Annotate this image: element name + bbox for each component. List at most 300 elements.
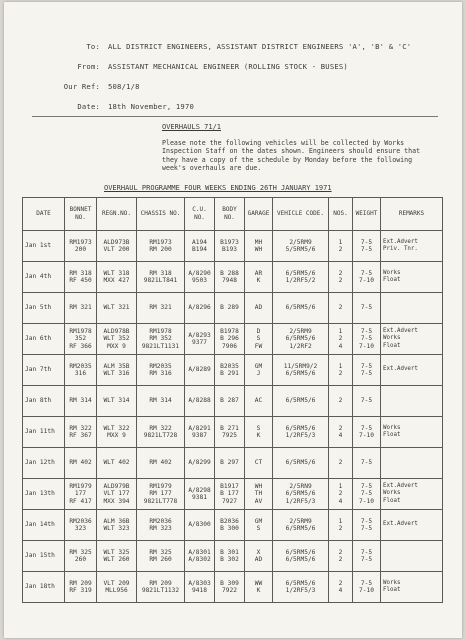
regn-line: ALD979B — [103, 483, 130, 491]
date-cell: Jan 7th — [23, 355, 65, 386]
code-line: 1/2RF5/3 — [285, 432, 316, 439]
nos-line: 2 — [338, 556, 343, 563]
remarks-cell — [381, 417, 443, 448]
nos-line: 2 — [338, 335, 343, 343]
code-cell — [273, 262, 329, 293]
bonnet-line: RM 325 — [69, 548, 92, 556]
code-line: 6/5RM5/6 — [285, 556, 316, 563]
nos-line: 4 — [338, 587, 343, 594]
regn-line: MXX 9 — [107, 432, 126, 439]
garage-line: S — [256, 424, 261, 432]
garage-line: WH — [254, 483, 263, 491]
body-line: 7927 — [222, 497, 237, 505]
body-line: 7925 — [222, 432, 237, 439]
nos-line: 4 — [338, 497, 343, 505]
code-line: 6/5RM5/6 — [285, 548, 316, 556]
remarks-line: Works — [383, 424, 401, 431]
cu-cell — [185, 231, 215, 262]
table-row — [23, 355, 443, 386]
bonnet-line: RM2036 — [69, 517, 92, 525]
body-cell — [215, 262, 245, 293]
weight-cell — [353, 262, 381, 293]
garage-cell — [245, 293, 273, 324]
regn-line: MXX 9 — [107, 342, 126, 350]
weight-line: 7-5 — [360, 370, 373, 377]
body-line: B 291 — [220, 370, 239, 377]
cu-line: B194 — [192, 246, 207, 253]
code-line: 6/5RM5/6 — [285, 459, 316, 467]
code-cell — [273, 572, 329, 603]
body-line: 7922 — [222, 587, 237, 594]
regn-line: VLT 200 — [103, 246, 130, 253]
garage-line: AC — [254, 397, 263, 405]
code-line: 6/5RM5/6 — [285, 269, 316, 277]
nos-cell — [329, 572, 353, 603]
bonnet-cell — [65, 448, 97, 479]
body-cell — [215, 231, 245, 262]
regn-cell — [97, 355, 137, 386]
weight-line: 7-5 — [360, 459, 373, 467]
bonnet-line: RF 367 — [69, 432, 92, 439]
cu-line: 9377 — [192, 339, 207, 346]
bonnet-line: RM 321 — [69, 304, 92, 312]
remarks-line: Float — [383, 587, 401, 593]
remarks-cell — [381, 572, 443, 603]
cu-line: A/8293 — [188, 331, 211, 339]
code-line: 1/2RF5/3 — [285, 497, 316, 505]
chassis-cell — [137, 448, 185, 479]
garage-cell — [245, 417, 273, 448]
code-line: 6/5RM5/6 — [285, 397, 316, 405]
code-line: 6/5RM5/6 — [285, 304, 316, 312]
code-line: 11/5RM9/2 — [283, 362, 318, 370]
table-row — [23, 386, 443, 417]
remarks-line: Ext.Advert — [383, 328, 418, 335]
cu-line: 9418 — [192, 587, 207, 594]
chassis-line: 9821LT841 — [143, 277, 178, 284]
weight-line: 7-5 — [360, 424, 373, 432]
chassis-line: RM2036 — [149, 517, 172, 525]
regn-cell — [97, 572, 137, 603]
code-cell — [273, 386, 329, 417]
remarks-line: Ext.Advert — [383, 521, 418, 528]
nos-cell — [329, 510, 353, 541]
remarks-line: Ext.Advert — [383, 238, 418, 245]
garage-line: MH — [254, 238, 263, 246]
chassis-line: RM1978 — [149, 328, 172, 336]
to-label: To: — [86, 42, 100, 51]
nos-line: 2 — [338, 304, 343, 312]
regn-line: WLT 402 — [103, 459, 130, 467]
nos-cell — [329, 293, 353, 324]
weight-line: 7-5 — [360, 246, 373, 253]
regn-line: MXX 394 — [103, 497, 130, 505]
regn-cell — [97, 448, 137, 479]
code-cell — [273, 448, 329, 479]
regn-cell — [97, 541, 137, 572]
cu-line: A/8288 — [188, 397, 211, 405]
weight-line: 7-5 — [360, 397, 373, 405]
chassis-cell — [137, 417, 185, 448]
nos-cell — [329, 479, 353, 510]
regn-line: MXX 427 — [103, 277, 130, 284]
weight-cell — [353, 541, 381, 572]
programme-title: OVERHAUL PROGRAMME FOUR WEEKS ENDING 26TH JANUARY 1971 — [104, 184, 332, 192]
cu-line: A/8301 — [188, 548, 211, 556]
code-cell — [273, 479, 329, 510]
garage-line: WW — [254, 579, 263, 587]
bonnet-cell — [65, 479, 97, 510]
cu-line: A/8302 — [188, 556, 211, 563]
column-header: GARAGE — [245, 198, 273, 231]
code-line: 1/2RF2 — [289, 342, 312, 350]
remarks-line: Works — [383, 269, 401, 276]
chassis-cell — [137, 541, 185, 572]
chassis-line: 9821LT1131 — [141, 342, 180, 350]
chassis-cell — [137, 262, 185, 293]
weight-line: 7-10 — [359, 587, 374, 594]
nos-cell — [329, 355, 353, 386]
garage-line: CT — [254, 459, 263, 467]
cu-line: A/8290 — [188, 269, 211, 277]
table-body — [23, 231, 443, 603]
body-cell — [215, 293, 245, 324]
nos-cell — [329, 262, 353, 293]
date-cell: Jan 11th — [23, 417, 65, 448]
table-row — [23, 448, 443, 479]
bonnet-line: RM 209 — [69, 579, 92, 587]
remarks-line: Float — [383, 432, 401, 438]
code-line: 1/2RF5/3 — [285, 587, 316, 594]
garage-cell — [245, 510, 273, 541]
nos-cell — [329, 541, 353, 572]
nos-line: 2 — [338, 490, 343, 498]
code-cell — [273, 293, 329, 324]
nos-line: 2 — [338, 459, 343, 467]
column-header: DATE — [23, 198, 65, 231]
body-line: B 287 — [220, 397, 239, 405]
bonnet-line: 200 — [74, 246, 87, 253]
cu-cell — [185, 448, 215, 479]
bonnet-line: RM1979 — [69, 483, 92, 491]
bonnet-line: 177 — [74, 490, 87, 498]
to-value: ALL DISTRICT ENGINEERS, ASSISTANT DISTRICT ENGINEERS 'A', 'B' & 'C' — [108, 42, 412, 51]
table-row — [23, 417, 443, 448]
chassis-line: RM2035 — [149, 362, 172, 370]
regn-line: ALM 36B — [103, 517, 130, 525]
bonnet-cell — [65, 355, 97, 386]
table-row — [23, 293, 443, 324]
cu-line: 9381 — [192, 494, 207, 501]
remarks-cell — [381, 386, 443, 417]
garage-line: K — [256, 587, 261, 594]
header-rule — [32, 116, 438, 117]
chassis-cell — [137, 293, 185, 324]
nos-line: 2 — [338, 277, 343, 284]
nos-line: 1 — [338, 238, 343, 246]
date-cell: Jan 5th — [23, 293, 65, 324]
weight-line: 7-10 — [359, 497, 374, 505]
weight-cell — [353, 293, 381, 324]
bonnet-line: 260 — [74, 556, 87, 563]
garage-cell — [245, 541, 273, 572]
date-cell: Jan 6th — [23, 324, 65, 355]
body-line: 7948 — [222, 277, 237, 284]
weight-cell — [353, 324, 381, 355]
code-cell — [273, 231, 329, 262]
chassis-line: 9821LT1132 — [141, 587, 180, 594]
table-header-row — [23, 198, 443, 231]
code-cell — [273, 510, 329, 541]
weight-cell — [353, 479, 381, 510]
body-cell — [215, 417, 245, 448]
table-row — [23, 231, 443, 262]
regn-cell — [97, 479, 137, 510]
chassis-line: RM 316 — [149, 370, 172, 377]
bonnet-line: RM1973 — [69, 238, 92, 246]
instruction-paragraph: Please note the following vehicles will be collected by Works Inspection Staff on the dates shown. Engineers should ensure that they have a copy of the schedule by Monday before the following week's overhauls are due. — [162, 139, 421, 173]
remarks-cell — [381, 479, 443, 510]
garage-line: WH — [254, 246, 263, 253]
weight-cell — [353, 231, 381, 262]
garage-cell — [245, 355, 273, 386]
body-cell — [215, 572, 245, 603]
bonnet-line: RF 366 — [69, 342, 92, 350]
bonnet-cell — [65, 386, 97, 417]
remarks-line: Works — [383, 335, 401, 342]
body-line: B1973 — [220, 238, 239, 246]
chassis-cell — [137, 355, 185, 386]
bonnet-line: RM 402 — [69, 459, 92, 467]
remarks-line: Float — [383, 342, 401, 349]
weight-cell — [353, 448, 381, 479]
body-cell — [215, 479, 245, 510]
regn-line: ALD978B — [103, 328, 130, 336]
garage-line: S — [256, 525, 261, 532]
body-cell — [215, 510, 245, 541]
regn-cell — [97, 293, 137, 324]
body-cell — [215, 386, 245, 417]
code-line: 2/5RM9 — [289, 238, 312, 246]
nos-line: 2 — [338, 397, 343, 405]
regn-line: ALD973B — [103, 238, 130, 246]
cu-line: 9503 — [192, 277, 207, 284]
remarks-cell — [381, 324, 443, 355]
weight-line: 7-5 — [360, 269, 373, 277]
garage-line: FW — [254, 342, 263, 350]
cu-line: A/8300 — [188, 521, 211, 529]
cu-line: A/8296 — [188, 304, 211, 312]
body-cell — [215, 324, 245, 355]
body-cell — [215, 541, 245, 572]
cu-cell — [185, 510, 215, 541]
weight-cell — [353, 386, 381, 417]
regn-cell — [97, 231, 137, 262]
column-header: BODY NO. — [215, 198, 245, 231]
remarks-line: Ext.Advert — [383, 366, 418, 373]
cu-line: A/8289 — [188, 366, 211, 374]
weight-cell — [353, 417, 381, 448]
chassis-line: RM1973 — [149, 238, 172, 246]
weight-line: 7-5 — [360, 490, 373, 498]
cu-cell — [185, 324, 215, 355]
body-line: B 271 — [220, 424, 239, 432]
nos-line: 1 — [338, 362, 343, 370]
bonnet-line: 316 — [74, 370, 87, 377]
code-line: 6/5RM5/6 — [285, 579, 316, 587]
remarks-cell — [381, 448, 443, 479]
remarks-cell — [381, 293, 443, 324]
chassis-cell — [137, 479, 185, 510]
cu-line: A/8291 — [188, 424, 211, 432]
bonnet-cell — [65, 541, 97, 572]
garage-line: AD — [254, 304, 263, 312]
nos-line: 2 — [338, 424, 343, 432]
garage-line: AD — [254, 556, 263, 563]
body-line: B 297 — [220, 459, 239, 467]
body-line: 7906 — [222, 342, 237, 350]
cu-line: 9387 — [192, 432, 207, 439]
code-line: 6/5RM5/6 — [285, 525, 316, 532]
column-header: BONNET NO. — [65, 198, 97, 231]
body-line: B2035 — [220, 362, 239, 370]
code-line: 2/5RN9 — [289, 483, 312, 491]
bonnet-cell — [65, 262, 97, 293]
cu-cell — [185, 355, 215, 386]
chassis-cell — [137, 386, 185, 417]
bonnet-cell — [65, 510, 97, 541]
from-label: From: — [77, 62, 100, 71]
regn-cell — [97, 324, 137, 355]
body-line: B2036 — [220, 517, 239, 525]
nos-cell — [329, 448, 353, 479]
date-cell: Jan 4th — [23, 262, 65, 293]
nos-line: 1 — [338, 328, 343, 336]
column-header: REGN.NO. — [97, 198, 137, 231]
bonnet-cell — [65, 324, 97, 355]
body-line: B 300 — [220, 525, 239, 532]
bonnet-cell — [65, 293, 97, 324]
overhaul-programme-table — [22, 197, 443, 603]
chassis-line: RM 323 — [149, 525, 172, 532]
chassis-line: RM 200 — [149, 246, 172, 253]
bonnet-line: RM 314 — [69, 397, 92, 405]
body-line: B 309 — [220, 579, 239, 587]
nos-cell — [329, 417, 353, 448]
garage-cell — [245, 231, 273, 262]
remarks-line: Ext.Advert — [383, 483, 418, 490]
nos-line: 4 — [338, 342, 343, 350]
chassis-line: RM 318 — [149, 269, 172, 277]
regn-line: MLL956 — [105, 587, 128, 594]
weight-line: 7-5 — [360, 579, 373, 587]
body-line: B193 — [222, 246, 237, 253]
body-line: B1978 — [220, 328, 239, 336]
chassis-line: RM 260 — [149, 556, 172, 563]
regn-line: WLT 323 — [103, 525, 130, 532]
table-row — [23, 262, 443, 293]
nos-line: 1 — [338, 483, 343, 491]
cu-cell — [185, 572, 215, 603]
bonnet-line: RM2035 — [69, 362, 92, 370]
regn-line: WLT 318 — [103, 269, 130, 277]
cu-cell — [185, 417, 215, 448]
nos-line: 1 — [338, 517, 343, 525]
table-row — [23, 572, 443, 603]
regn-line: WLT 321 — [103, 304, 130, 312]
body-line: B 296 — [220, 335, 239, 343]
date-cell: Jan 15th — [23, 541, 65, 572]
cu-cell — [185, 541, 215, 572]
remarks-line: Works — [383, 579, 401, 586]
weight-cell — [353, 572, 381, 603]
garage-line: GM — [254, 517, 263, 525]
column-header: NOS. — [329, 198, 353, 231]
regn-line: WLT 325 — [103, 548, 130, 556]
nos-line: 2 — [338, 246, 343, 253]
regn-cell — [97, 262, 137, 293]
table-row — [23, 479, 443, 510]
code-line: 1/2RF5/2 — [285, 277, 316, 284]
bonnet-line: RM 318 — [69, 269, 92, 277]
weight-line: 7-5 — [360, 483, 373, 491]
date-cell: Jan 12th — [23, 448, 65, 479]
weight-line: 7-10 — [359, 277, 374, 284]
weight-line: 7-5 — [360, 328, 373, 336]
nos-cell — [329, 231, 353, 262]
weight-line: 7-10 — [359, 342, 374, 350]
nos-line: 4 — [338, 432, 343, 439]
bonnet-line: RF 450 — [69, 277, 92, 284]
body-line: B 177 — [220, 490, 239, 498]
date-label: Date: — [77, 102, 100, 111]
code-cell — [273, 417, 329, 448]
cu-line: A/8298 — [188, 486, 211, 494]
weight-line: 7-10 — [359, 432, 374, 439]
regn-cell — [97, 417, 137, 448]
regn-line: ALM 35B — [103, 362, 130, 370]
chassis-line: RM 209 — [149, 579, 172, 587]
cu-line: A/8303 — [188, 579, 211, 587]
date-cell: Jan 8th — [23, 386, 65, 417]
table-row — [23, 510, 443, 541]
bonnet-cell — [65, 417, 97, 448]
date-cell: Jan 13th — [23, 479, 65, 510]
chassis-line: RM 177 — [149, 490, 172, 498]
nos-line: 2 — [338, 269, 343, 277]
regn-line: VLT 177 — [103, 490, 130, 498]
garage-cell — [245, 572, 273, 603]
regn-line: VLT 209 — [103, 579, 130, 587]
garage-line: K — [256, 277, 261, 284]
garage-cell — [245, 448, 273, 479]
chassis-cell — [137, 572, 185, 603]
cu-line: A/8299 — [188, 459, 211, 467]
weight-line: 7-5 — [360, 525, 373, 532]
cu-cell — [185, 293, 215, 324]
chassis-line: RM 352 — [149, 335, 172, 343]
cu-line: A194 — [192, 238, 207, 246]
date-cell: Jan 1st — [23, 231, 65, 262]
code-line: 6/5RM5/6 — [285, 335, 316, 343]
remarks-line: Float — [383, 497, 401, 504]
garage-cell — [245, 479, 273, 510]
garage-line: D — [256, 328, 261, 336]
remarks-line: Works — [383, 490, 401, 497]
nos-line: 2 — [338, 370, 343, 377]
garage-cell — [245, 324, 273, 355]
regn-line: WLT 260 — [103, 556, 130, 563]
